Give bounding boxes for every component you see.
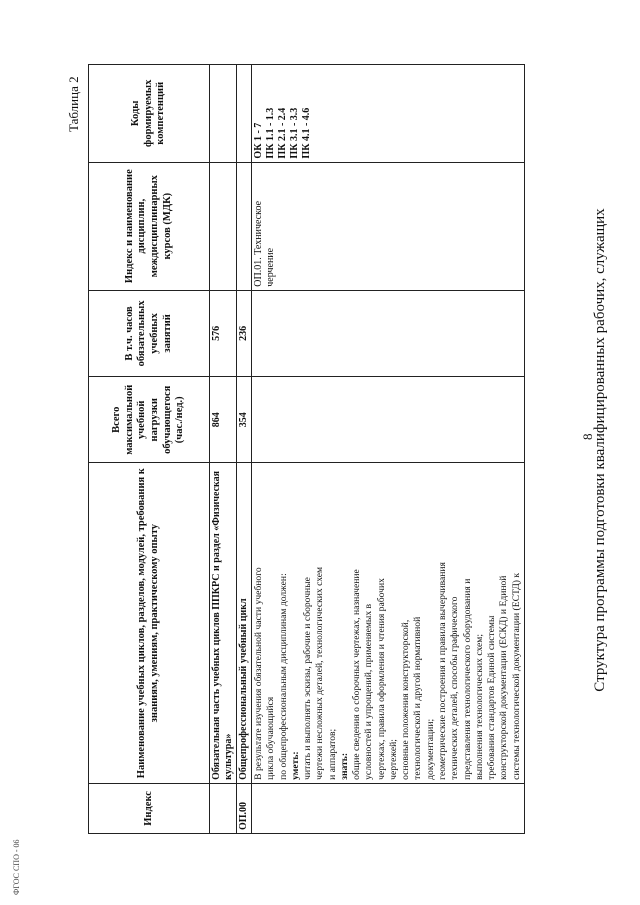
page-number: 8 [580, 433, 595, 440]
header-competences: Коды формируемых компетенций [89, 65, 210, 163]
section-row [237, 65, 252, 834]
content-line: конструкторской документации (ЕСКД) и Единой [498, 575, 510, 780]
competence-code: ПК 4.1 - 4.6 [301, 107, 312, 159]
content-line: документации; [424, 718, 436, 780]
document-title: Структура программы подготовки квалифицированных рабочих, служащих [592, 208, 608, 692]
table-header-row [89, 65, 210, 834]
structure-table [88, 64, 525, 834]
header-name: Наименование учебных циклов, разделов, модулей, требования к знаниям, умениям, практическому опыту [89, 463, 210, 783]
content-index [252, 783, 525, 833]
summary-mandatory-hours: 576 [210, 290, 237, 376]
summary-index [210, 783, 237, 833]
summary-row [210, 65, 237, 834]
header-max-load: Всего максимальной учебной нагрузки обучающегося (час./нед.) [89, 377, 210, 463]
summary-mdk [210, 162, 237, 290]
competence-code: ПК 1.1 - 1.3 [265, 107, 276, 159]
section-name: Общепрофессиональный учебный цикл [237, 463, 252, 783]
footer-mark [8, 839, 28, 895]
content-line: системы технологической документации (ЕСТД) к [510, 572, 522, 780]
content-line: и аппаратов; [326, 728, 338, 780]
content-line: представления технологического оборудования и [461, 578, 473, 780]
section-max-load: 354 [237, 377, 252, 463]
content-line: общие сведения о сборочных чертежах, назначение [351, 569, 363, 780]
content-line: технологической и другой нормативной [412, 616, 424, 780]
content-mandatory-hours [252, 290, 525, 376]
header-mdk: Индекс и наименование дисциплин, междисциплинарных курсов (МДК) [89, 162, 210, 290]
header-index: Индекс [89, 783, 210, 833]
content-line: технических деталей, способы графического [449, 596, 461, 780]
mdk-line: черчение [265, 247, 276, 287]
content-line: по общепрофессиональным дисциплинам должен: [277, 573, 289, 780]
header-mandatory-hours: В т.ч. часов обязательных учебных занятий [89, 290, 210, 376]
mdk-line: ОП.01. Техническое [253, 200, 264, 287]
content-line: выполнения технологических схем; [473, 633, 485, 780]
content-requirements [252, 463, 525, 783]
competence-code: ПК 2.1 - 2.4 [277, 107, 288, 159]
content-line: геометрические построения и правила вычерчивания [436, 562, 448, 780]
content-line: чертежах, правила оформления и чтения рабочих [375, 578, 387, 780]
content-line: требования стандартов Единой системы [486, 615, 498, 780]
footer-text: ФГОС СПО - 06 [12, 839, 21, 895]
content-line: чертежей; [387, 739, 399, 780]
content-mdk [252, 162, 525, 290]
section-index: ОП.00 [237, 783, 252, 833]
competence-code: ПК 3.1 - 3.3 [289, 107, 300, 159]
content-line: цикла обучающийся [265, 696, 277, 780]
content-line: В результате изучения обязательной части учебного [253, 567, 264, 780]
summary-name: Обязательная часть учебных циклов ППКРС и раздел «Физическая культура» [210, 463, 237, 783]
content-line: знать: [338, 752, 350, 780]
summary-max-load: 864 [210, 377, 237, 463]
section-mdk [237, 162, 252, 290]
competence-code: ОК 1 - 7 [253, 122, 264, 159]
content-line: читать и выполнять эскизы, рабочие и сборочные [302, 577, 314, 780]
content-max-load [252, 377, 525, 463]
content-competences [252, 65, 525, 163]
content-line: чертежи несложных деталей, технологических схем [314, 566, 326, 780]
section-mandatory-hours: 236 [237, 290, 252, 376]
table-label: Таблица 2 [66, 76, 81, 132]
content-line: уметь: [289, 751, 301, 780]
content-line: условностей и упрощений, применяемых в [363, 603, 375, 780]
section-competences [237, 65, 252, 163]
summary-competences [210, 65, 237, 163]
content-line: основные положения конструкторской, [400, 619, 412, 780]
rotated-page [60, 50, 630, 850]
content-row [252, 65, 525, 834]
